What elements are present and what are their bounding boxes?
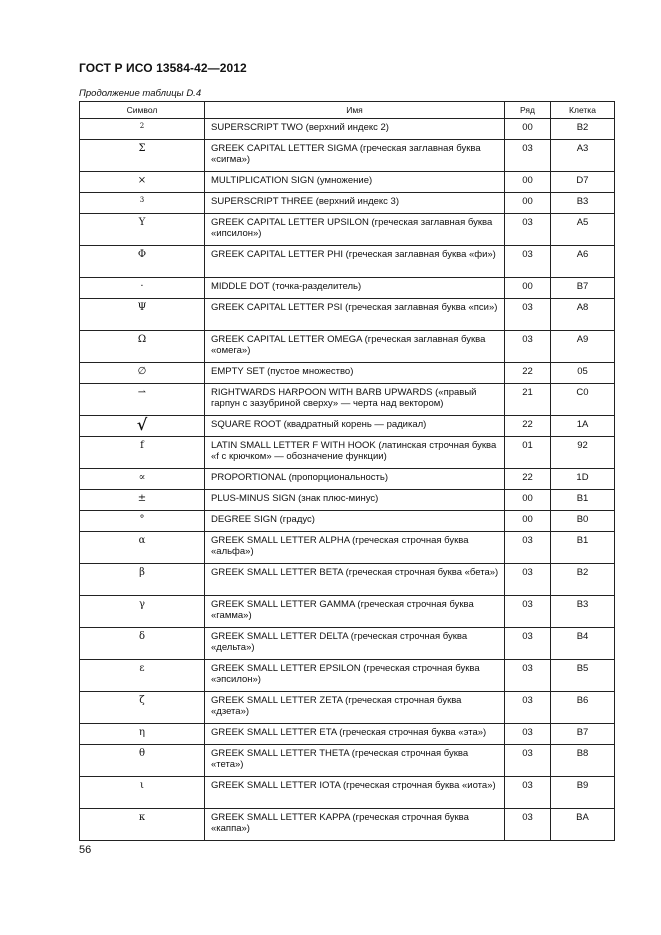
cell-code-cell: B4 <box>551 628 615 660</box>
row-cell: 03 <box>505 564 551 596</box>
table-row <box>80 384 615 416</box>
name-cell: EMPTY SET (пустое множество) <box>205 363 505 384</box>
table-header-row <box>80 102 615 119</box>
table-row <box>80 490 615 511</box>
name-cell: GREEK SMALL LETTER IOTA (греческая строчная буква «иота») <box>205 777 505 809</box>
row-cell: 03 <box>505 628 551 660</box>
row-cell: 03 <box>505 214 551 246</box>
symbol-cell: Σ <box>80 140 205 172</box>
table-row <box>80 564 615 596</box>
table-row <box>80 172 615 193</box>
name-cell: GREEK CAPITAL LETTER PSI (греческая заглавная буква «пси») <box>205 299 505 331</box>
cell-code-cell: 92 <box>551 437 615 469</box>
symbol-cell: θ <box>80 745 205 777</box>
name-cell: SUPERSCRIPT THREE (верхний индекс 3) <box>205 193 505 214</box>
row-cell: 03 <box>505 532 551 564</box>
row-cell: 22 <box>505 469 551 490</box>
symbol-cell: Φ <box>80 246 205 278</box>
name-cell: PLUS-MINUS SIGN (знак плюс-минус) <box>205 490 505 511</box>
row-cell: 03 <box>505 596 551 628</box>
symbol-cell: f <box>80 437 205 469</box>
row-cell: 00 <box>505 278 551 299</box>
row-cell: 00 <box>505 193 551 214</box>
table-row <box>80 660 615 692</box>
row-cell: 03 <box>505 140 551 172</box>
row-cell: 03 <box>505 246 551 278</box>
symbol-cell: Υ <box>80 214 205 246</box>
table-row <box>80 511 615 532</box>
symbol-cell: β <box>80 564 205 596</box>
table-row <box>80 193 615 214</box>
symbol-cell: Ω <box>80 331 205 363</box>
name-cell: GREEK SMALL LETTER EPSILON (греческая строчная буква «эпсилон») <box>205 660 505 692</box>
table-caption: Продолжение таблицы D.4 <box>79 88 202 99</box>
cell-code-cell: BA <box>551 809 615 841</box>
cell-code-cell: B7 <box>551 724 615 745</box>
name-cell: GREEK CAPITAL LETTER UPSILON (греческая заглавная буква «ипсилон») <box>205 214 505 246</box>
symbol-cell: · <box>80 278 205 299</box>
symbol-cell: κ <box>80 809 205 841</box>
table-row <box>80 692 615 724</box>
symbol-table <box>79 101 615 841</box>
symbol-cell: ° <box>80 511 205 532</box>
row-cell: 03 <box>505 299 551 331</box>
row-cell: 03 <box>505 777 551 809</box>
row-cell: 03 <box>505 745 551 777</box>
cell-code-cell: 1A <box>551 416 615 437</box>
symbol-cell: ζ <box>80 692 205 724</box>
cell-code-cell: A6 <box>551 246 615 278</box>
cell-code-cell: B1 <box>551 532 615 564</box>
symbol-cell: δ <box>80 628 205 660</box>
column-header-name: Имя <box>205 102 505 119</box>
table-row <box>80 596 615 628</box>
name-cell: LATIN SMALL LETTER F WITH HOOK (латинская строчная буква «f с крючком» — обозначение функции) <box>205 437 505 469</box>
name-cell: GREEK SMALL LETTER THETA (греческая строчная буква «тета») <box>205 745 505 777</box>
cell-code-cell: B7 <box>551 278 615 299</box>
symbol-cell: Ψ <box>80 299 205 331</box>
name-cell: GREEK SMALL LETTER ETA (греческая строчная буква «эта») <box>205 724 505 745</box>
cell-code-cell: B9 <box>551 777 615 809</box>
name-cell: MIDDLE DOT (точка-разделитель) <box>205 278 505 299</box>
symbol-cell: 3 <box>80 193 205 214</box>
symbol-cell: 2 <box>80 119 205 140</box>
table-body <box>80 119 615 841</box>
row-cell: 22 <box>505 416 551 437</box>
cell-code-cell: B6 <box>551 692 615 724</box>
name-cell: GREEK SMALL LETTER GAMMA (греческая строчная буква «гамма») <box>205 596 505 628</box>
table-row <box>80 437 615 469</box>
table-row <box>80 777 615 809</box>
name-cell: GREEK SMALL LETTER ALPHA (греческая строчная буква «альфа») <box>205 532 505 564</box>
cell-code-cell: D7 <box>551 172 615 193</box>
column-header-cell: Клетка <box>551 102 615 119</box>
table-row <box>80 363 615 384</box>
table-row <box>80 278 615 299</box>
name-cell: GREEK CAPITAL LETTER SIGMA (греческая заглавная буква «сигма») <box>205 140 505 172</box>
table-row <box>80 809 615 841</box>
name-cell: GREEK CAPITAL LETTER OMEGA (греческая заглавная буква «омега») <box>205 331 505 363</box>
cell-code-cell: B2 <box>551 119 615 140</box>
name-cell: DEGREE SIGN (градус) <box>205 511 505 532</box>
symbol-cell: γ <box>80 596 205 628</box>
symbol-cell: ε <box>80 660 205 692</box>
cell-code-cell: B2 <box>551 564 615 596</box>
name-cell: PROPORTIONAL (пропорциональность) <box>205 469 505 490</box>
name-cell: GREEK SMALL LETTER ZETA (греческая строчная буква «дзета») <box>205 692 505 724</box>
symbol-cell: ∅ <box>80 363 205 384</box>
cell-code-cell: B8 <box>551 745 615 777</box>
row-cell: 03 <box>505 331 551 363</box>
row-cell: 03 <box>505 692 551 724</box>
name-cell: GREEK SMALL LETTER KAPPA (греческая строчная буква «каппа») <box>205 809 505 841</box>
row-cell: 00 <box>505 119 551 140</box>
row-cell: 22 <box>505 363 551 384</box>
cell-code-cell: C0 <box>551 384 615 416</box>
table-row <box>80 745 615 777</box>
document-header: ГОСТ Р ИСО 13584-42—2012 <box>79 61 247 75</box>
cell-code-cell: B1 <box>551 490 615 511</box>
symbol-cell: ι <box>80 777 205 809</box>
row-cell: 03 <box>505 724 551 745</box>
page-number: 56 <box>79 844 92 856</box>
table-row <box>80 532 615 564</box>
name-cell: GREEK SMALL LETTER BETA (греческая строчная буква «бета») <box>205 564 505 596</box>
cell-code-cell: B3 <box>551 596 615 628</box>
cell-code-cell: B3 <box>551 193 615 214</box>
table-row <box>80 119 615 140</box>
symbol-cell: ⇀ <box>80 384 205 416</box>
row-cell: 03 <box>505 660 551 692</box>
table-row <box>80 246 615 278</box>
name-cell: SUPERSCRIPT TWO (верхний индекс 2) <box>205 119 505 140</box>
table-row <box>80 140 615 172</box>
table-row <box>80 469 615 490</box>
table-row <box>80 331 615 363</box>
symbol-cell: α <box>80 532 205 564</box>
symbol-cell: η <box>80 724 205 745</box>
row-cell: 00 <box>505 172 551 193</box>
row-cell: 01 <box>505 437 551 469</box>
row-cell: 03 <box>505 809 551 841</box>
row-cell: 21 <box>505 384 551 416</box>
name-cell: GREEK CAPITAL LETTER PHI (греческая заглавная буква «фи») <box>205 246 505 278</box>
cell-code-cell: A8 <box>551 299 615 331</box>
table-row <box>80 416 615 437</box>
cell-code-cell: 1D <box>551 469 615 490</box>
name-cell: MULTIPLICATION SIGN (умножение) <box>205 172 505 193</box>
symbol-cell: √ <box>80 416 205 437</box>
row-cell: 00 <box>505 511 551 532</box>
table-row <box>80 724 615 745</box>
table-row <box>80 299 615 331</box>
column-header-symbol: Символ <box>80 102 205 119</box>
name-cell: GREEK SMALL LETTER DELTA (греческая строчная буква «дельта») <box>205 628 505 660</box>
column-header-row: Ряд <box>505 102 551 119</box>
symbol-cell: ± <box>80 490 205 511</box>
symbol-cell: × <box>80 172 205 193</box>
cell-code-cell: A3 <box>551 140 615 172</box>
name-cell: RIGHTWARDS HARPOON WITH BARB UPWARDS («правый гарпун с зазубриной сверху» — черта над вектором) <box>205 384 505 416</box>
cell-code-cell: A5 <box>551 214 615 246</box>
cell-code-cell: B0 <box>551 511 615 532</box>
table-row <box>80 628 615 660</box>
row-cell: 00 <box>505 490 551 511</box>
name-cell: SQUARE ROOT (квадратный корень — радикал) <box>205 416 505 437</box>
cell-code-cell: 05 <box>551 363 615 384</box>
cell-code-cell: B5 <box>551 660 615 692</box>
cell-code-cell: A9 <box>551 331 615 363</box>
symbol-cell: ∝ <box>80 469 205 490</box>
table-row <box>80 214 615 246</box>
